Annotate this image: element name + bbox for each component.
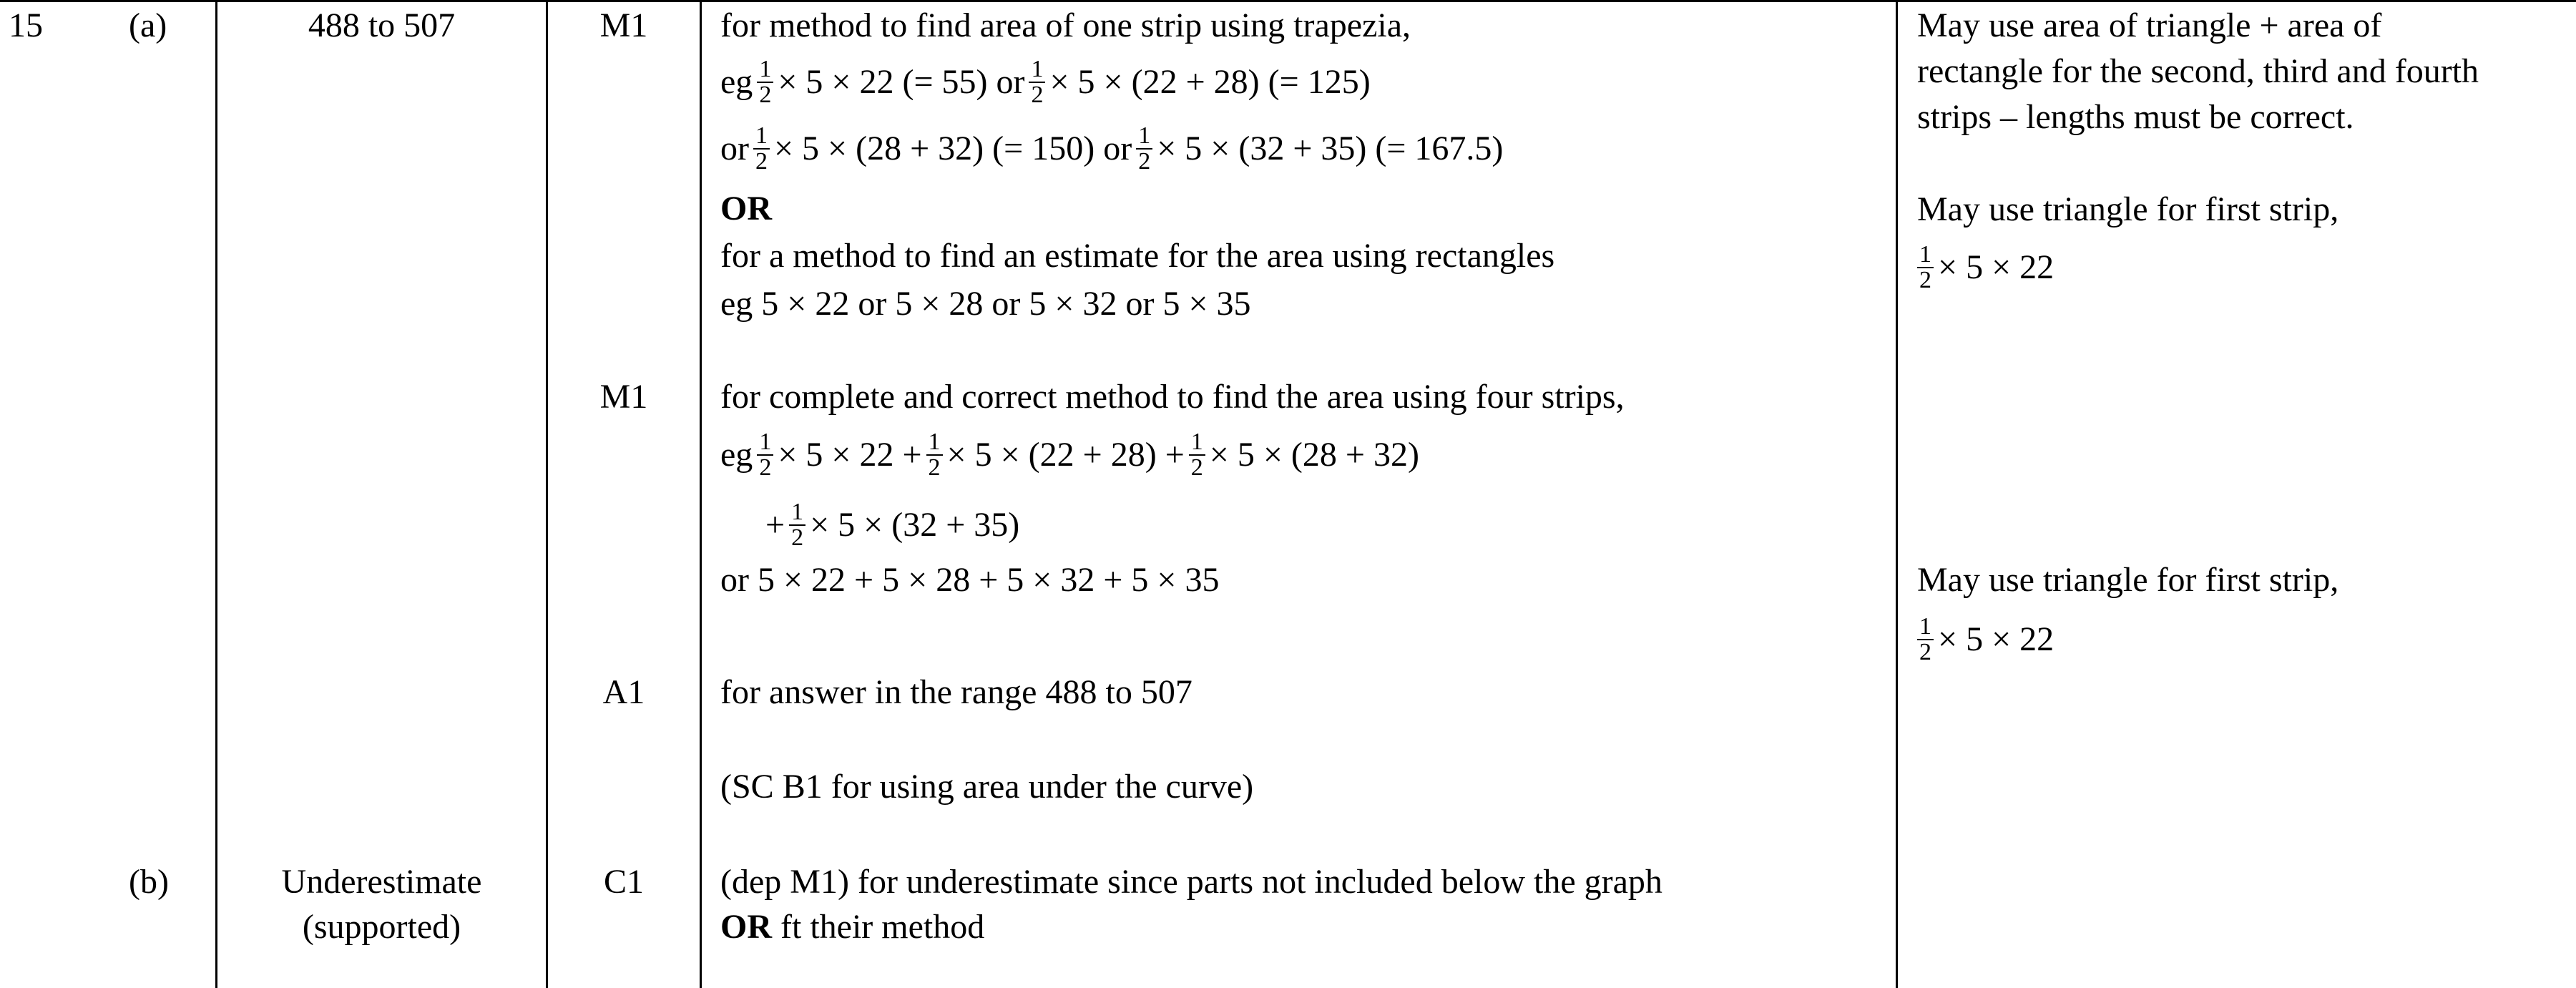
fraction-one-half: $\frac{1}{2}$	[1136, 124, 1152, 174]
note-line: eg 5 × 22 or 5 × 28 or 5 × 32 or 5 × 35	[720, 285, 1251, 323]
column-divider	[1896, 0, 1898, 988]
column-divider	[546, 0, 548, 988]
column-divider	[700, 0, 702, 988]
fraction-one-half: $\frac{1}{2}$	[757, 430, 773, 480]
answer-a: 488 to 507	[308, 6, 456, 44]
guidance-line: May use area of triangle + area of	[1917, 6, 2382, 44]
fraction-one-half: $\frac{1}{2}$	[926, 430, 943, 480]
part-label-a: (a)	[129, 6, 167, 44]
note-line: + $\frac{1}{2}$ × 5 × (32 + 35)	[765, 499, 1020, 551]
note-line: (SC B1 for using area under the curve)	[720, 768, 1254, 806]
note-line: for method to find area of one strip using trapezia,	[720, 6, 1411, 44]
or-label: OR	[720, 190, 772, 228]
note-line: or $\frac{1}{2}$ × 5 × (28 + 32) (= 150) or $\frac{1}{2}$ × 5 × (32 + 35) (= 167.5)	[720, 122, 1504, 175]
fraction-one-half: $\frac{1}{2}$	[1917, 615, 1934, 665]
note-line: eg $\frac{1}{2}$ × 5 × 22 (= 55) or $\frac{1}{2}$ × 5 × (22 + 28) (= 125)	[720, 56, 1371, 108]
guidance-line: rectangle for the second, third and fourth	[1917, 52, 2479, 90]
question-number: 15	[9, 6, 43, 44]
note-line: OR ft their method	[720, 908, 985, 946]
note-line: for answer in the range 488 to 507	[720, 673, 1192, 711]
fraction-one-half: $\frac{1}{2}$	[757, 57, 773, 107]
guidance-line: May use triangle for first strip,	[1917, 190, 2339, 228]
note-line: (dep M1) for underestimate since parts not included below the graph	[720, 863, 1662, 901]
guidance-line: May use triangle for first strip,	[1917, 561, 2339, 599]
fraction-one-half: $\frac{1}{2}$	[753, 124, 770, 174]
mark-m1-second: M1	[599, 378, 648, 416]
part-label-b: (b)	[129, 863, 169, 901]
note-line: for a method to find an estimate for the area using rectangles	[720, 237, 1555, 275]
fraction-one-half: $\frac{1}{2}$	[1029, 57, 1045, 107]
fraction-one-half: $\frac{1}{2}$	[1189, 430, 1205, 480]
column-divider	[215, 0, 217, 988]
fraction-one-half: $\frac{1}{2}$	[789, 500, 805, 550]
table-top-border	[0, 0, 2576, 2]
mark-a1: A1	[602, 673, 645, 711]
guidance-line: $\frac{1}{2}$ × 5 × 22	[1917, 617, 2054, 667]
note-line: for complete and correct method to find the area using four strips,	[720, 378, 1625, 416]
answer-b-line2: (supported)	[302, 908, 461, 946]
or-label: OR	[720, 908, 772, 946]
fraction-one-half: $\frac{1}{2}$	[1917, 243, 1934, 293]
mark-c1: C1	[603, 863, 644, 901]
guidance-line: strips – lengths must be correct.	[1917, 98, 2354, 136]
note-line: eg $\frac{1}{2}$ × 5 × 22 + $\frac{1}{2}$ × 5 × (22 + 28) + $\frac{1}{2}$ × 5 × (28 + 32)	[720, 429, 1419, 481]
answer-b-line1: Underestimate	[281, 863, 482, 901]
mark-m1-first: M1	[599, 6, 648, 44]
guidance-line: $\frac{1}{2}$ × 5 × 22	[1917, 245, 2054, 295]
note-line: or 5 × 22 + 5 × 28 + 5 × 32 + 5 × 35	[720, 561, 1220, 599]
